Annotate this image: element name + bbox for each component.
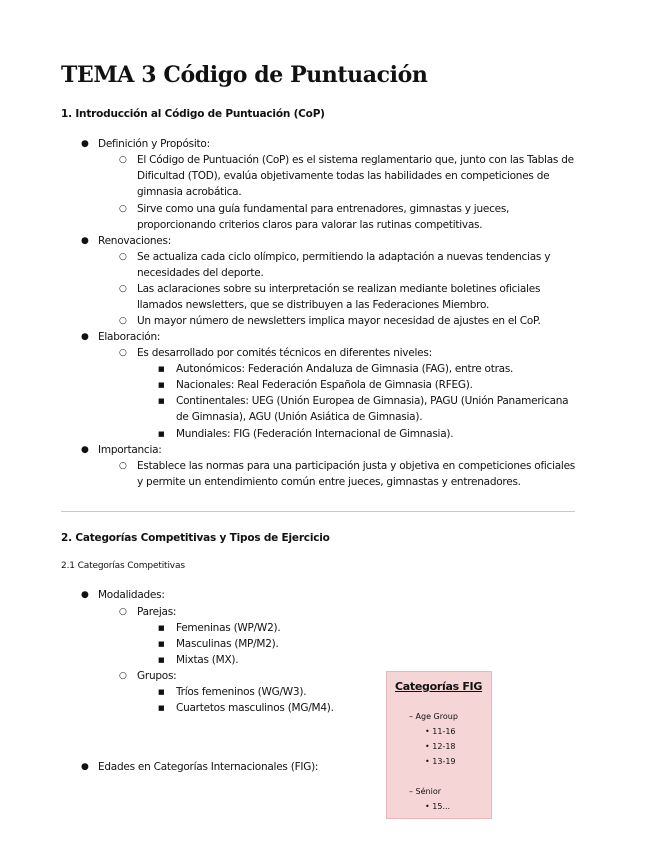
- bullet-circle: ○: [119, 284, 127, 294]
- section-2-heading: 2. Categorías Competitivas y Tipos de Ejercicio: [61, 532, 330, 544]
- figure-age-group: – Age Group: [409, 712, 458, 721]
- elaboracion-sub-1: Autonómicos: Federación Andaluza de Gimnasia (FAG), entre otras.: [176, 363, 514, 375]
- bullet-circle: ○: [119, 316, 127, 326]
- page-title: TEMA 3 Código de Puntuación: [61, 62, 428, 88]
- definicion-label: Definición y Propósito:: [98, 138, 210, 150]
- importancia-item-1-line-2: y permite un entendimiento común entre jueces, gimnastas y entrenadores.: [137, 476, 521, 488]
- definicion-item-2-line-2: proporcionando criterios claros para valorar las rutinas competitivas.: [137, 219, 483, 231]
- elaboracion-sub-2: Nacionales: Real Federación Española de Gimnasia (RFEG).: [176, 379, 473, 391]
- renovaciones-label: Renovaciones:: [98, 235, 171, 247]
- bullet-disc: ●: [81, 762, 89, 772]
- elaboracion-sub-3-line-2: de Gimnasia), AGU (Unión Asiática de Gimnasia).: [176, 411, 423, 423]
- renovaciones-item-2-line-1: Las aclaraciones sobre su interpretación se realizan mediante boletines oficiales: [137, 283, 541, 295]
- figure-senior: – Sénior: [409, 787, 442, 796]
- bullet-disc: ●: [81, 590, 89, 600]
- bullet-square: ■: [158, 624, 165, 632]
- bullet-circle: ○: [119, 671, 127, 681]
- edades-label: Edades en Categorías Internacionales (FIG):: [98, 761, 319, 773]
- renovaciones-item-1-line-2: necesidades del deporte.: [137, 267, 264, 279]
- modalidades-label: Modalidades:: [98, 589, 165, 601]
- grupos-label: Grupos:: [137, 670, 177, 682]
- bullet-circle: ○: [119, 348, 127, 358]
- grupos-item-cuartetos: Cuartetos masculinos (MG/M4).: [176, 702, 334, 714]
- bullet-square: ■: [158, 430, 165, 438]
- bullet-square: ■: [158, 656, 165, 664]
- bullet-square: ■: [158, 397, 165, 405]
- section-divider: [61, 511, 575, 512]
- bullet-disc: ●: [81, 236, 89, 246]
- renovaciones-item-3: Un mayor número de newsletters implica mayor necesidad de ajustes en el CoP.: [137, 315, 541, 327]
- figure-title: Categorías FIG: [395, 680, 483, 693]
- elaboracion-item-1: Es desarrollado por comités técnicos en diferentes niveles:: [137, 347, 432, 359]
- definicion-item-2-line-1: Sirve como una guía fundamental para entrenadores, gimnastas y jueces,: [137, 203, 510, 215]
- parejas-label: Parejas:: [137, 606, 177, 618]
- figure-senior-age: • 15...: [425, 802, 451, 811]
- bullet-square: ■: [158, 640, 165, 648]
- section-1-heading: 1. Introducción al Código de Puntuación (CoP): [61, 108, 325, 120]
- bullet-square: ■: [158, 365, 165, 373]
- bullet-disc: ●: [81, 445, 89, 455]
- renovaciones-item-2-line-2: llamados newsletters, que se distribuyen a las Federaciones Miembro.: [137, 299, 490, 311]
- grupos-item-trios: Tríos femeninos (WG/W3).: [176, 686, 307, 698]
- definicion-item-1-line-3: gimnasia acrobática.: [137, 186, 242, 198]
- bullet-circle: ○: [119, 204, 127, 214]
- parejas-item-masculinas: Masculinas (MP/M2).: [176, 638, 279, 650]
- bullet-square: ■: [158, 704, 165, 712]
- figure-age-3: • 13-19: [425, 757, 456, 766]
- categorias-fig-image: [386, 671, 492, 819]
- bullet-disc: ●: [81, 332, 89, 342]
- importancia-item-1-line-1: Establece las normas para una participación justa y objetiva en competiciones oficiales: [137, 460, 576, 472]
- bullet-square: ■: [158, 381, 165, 389]
- renovaciones-item-1-line-1: Se actualiza cada ciclo olímpico, permitiendo la adaptación a nuevas tendencias y: [137, 251, 551, 263]
- elaboracion-sub-3-line-1: Continentales: UEG (Unión Europea de Gimnasia), PAGU (Unión Panamericana: [176, 395, 569, 407]
- importancia-label: Importancia:: [98, 444, 162, 456]
- elaboracion-label: Elaboración:: [98, 331, 161, 343]
- section-2-1-subheading: 2.1 Categorías Competitivas: [61, 561, 185, 571]
- bullet-circle: ○: [119, 461, 127, 471]
- bullet-disc: ●: [81, 139, 89, 149]
- parejas-item-femeninas: Femeninas (WP/W2).: [176, 622, 281, 634]
- figure-age-2: • 12-18: [425, 742, 456, 751]
- bullet-square: ■: [158, 688, 165, 696]
- bullet-circle: ○: [119, 252, 127, 262]
- bullet-circle: ○: [119, 155, 127, 165]
- definicion-item-1-line-1: El Código de Puntuación (CoP) es el sistema reglamentario que, junto con las Tablas de: [137, 154, 574, 166]
- elaboracion-sub-4: Mundiales: FIG (Federación Internacional de Gimnasia).: [176, 428, 454, 440]
- figure-age-1: • 11-16: [425, 727, 456, 736]
- bullet-circle: ○: [119, 607, 127, 617]
- definicion-item-1-line-2: Dificultad (TOD), evalúa objetivamente todas las habilidades en competiciones de: [137, 170, 550, 182]
- parejas-item-mixtas: Mixtas (MX).: [176, 654, 239, 666]
